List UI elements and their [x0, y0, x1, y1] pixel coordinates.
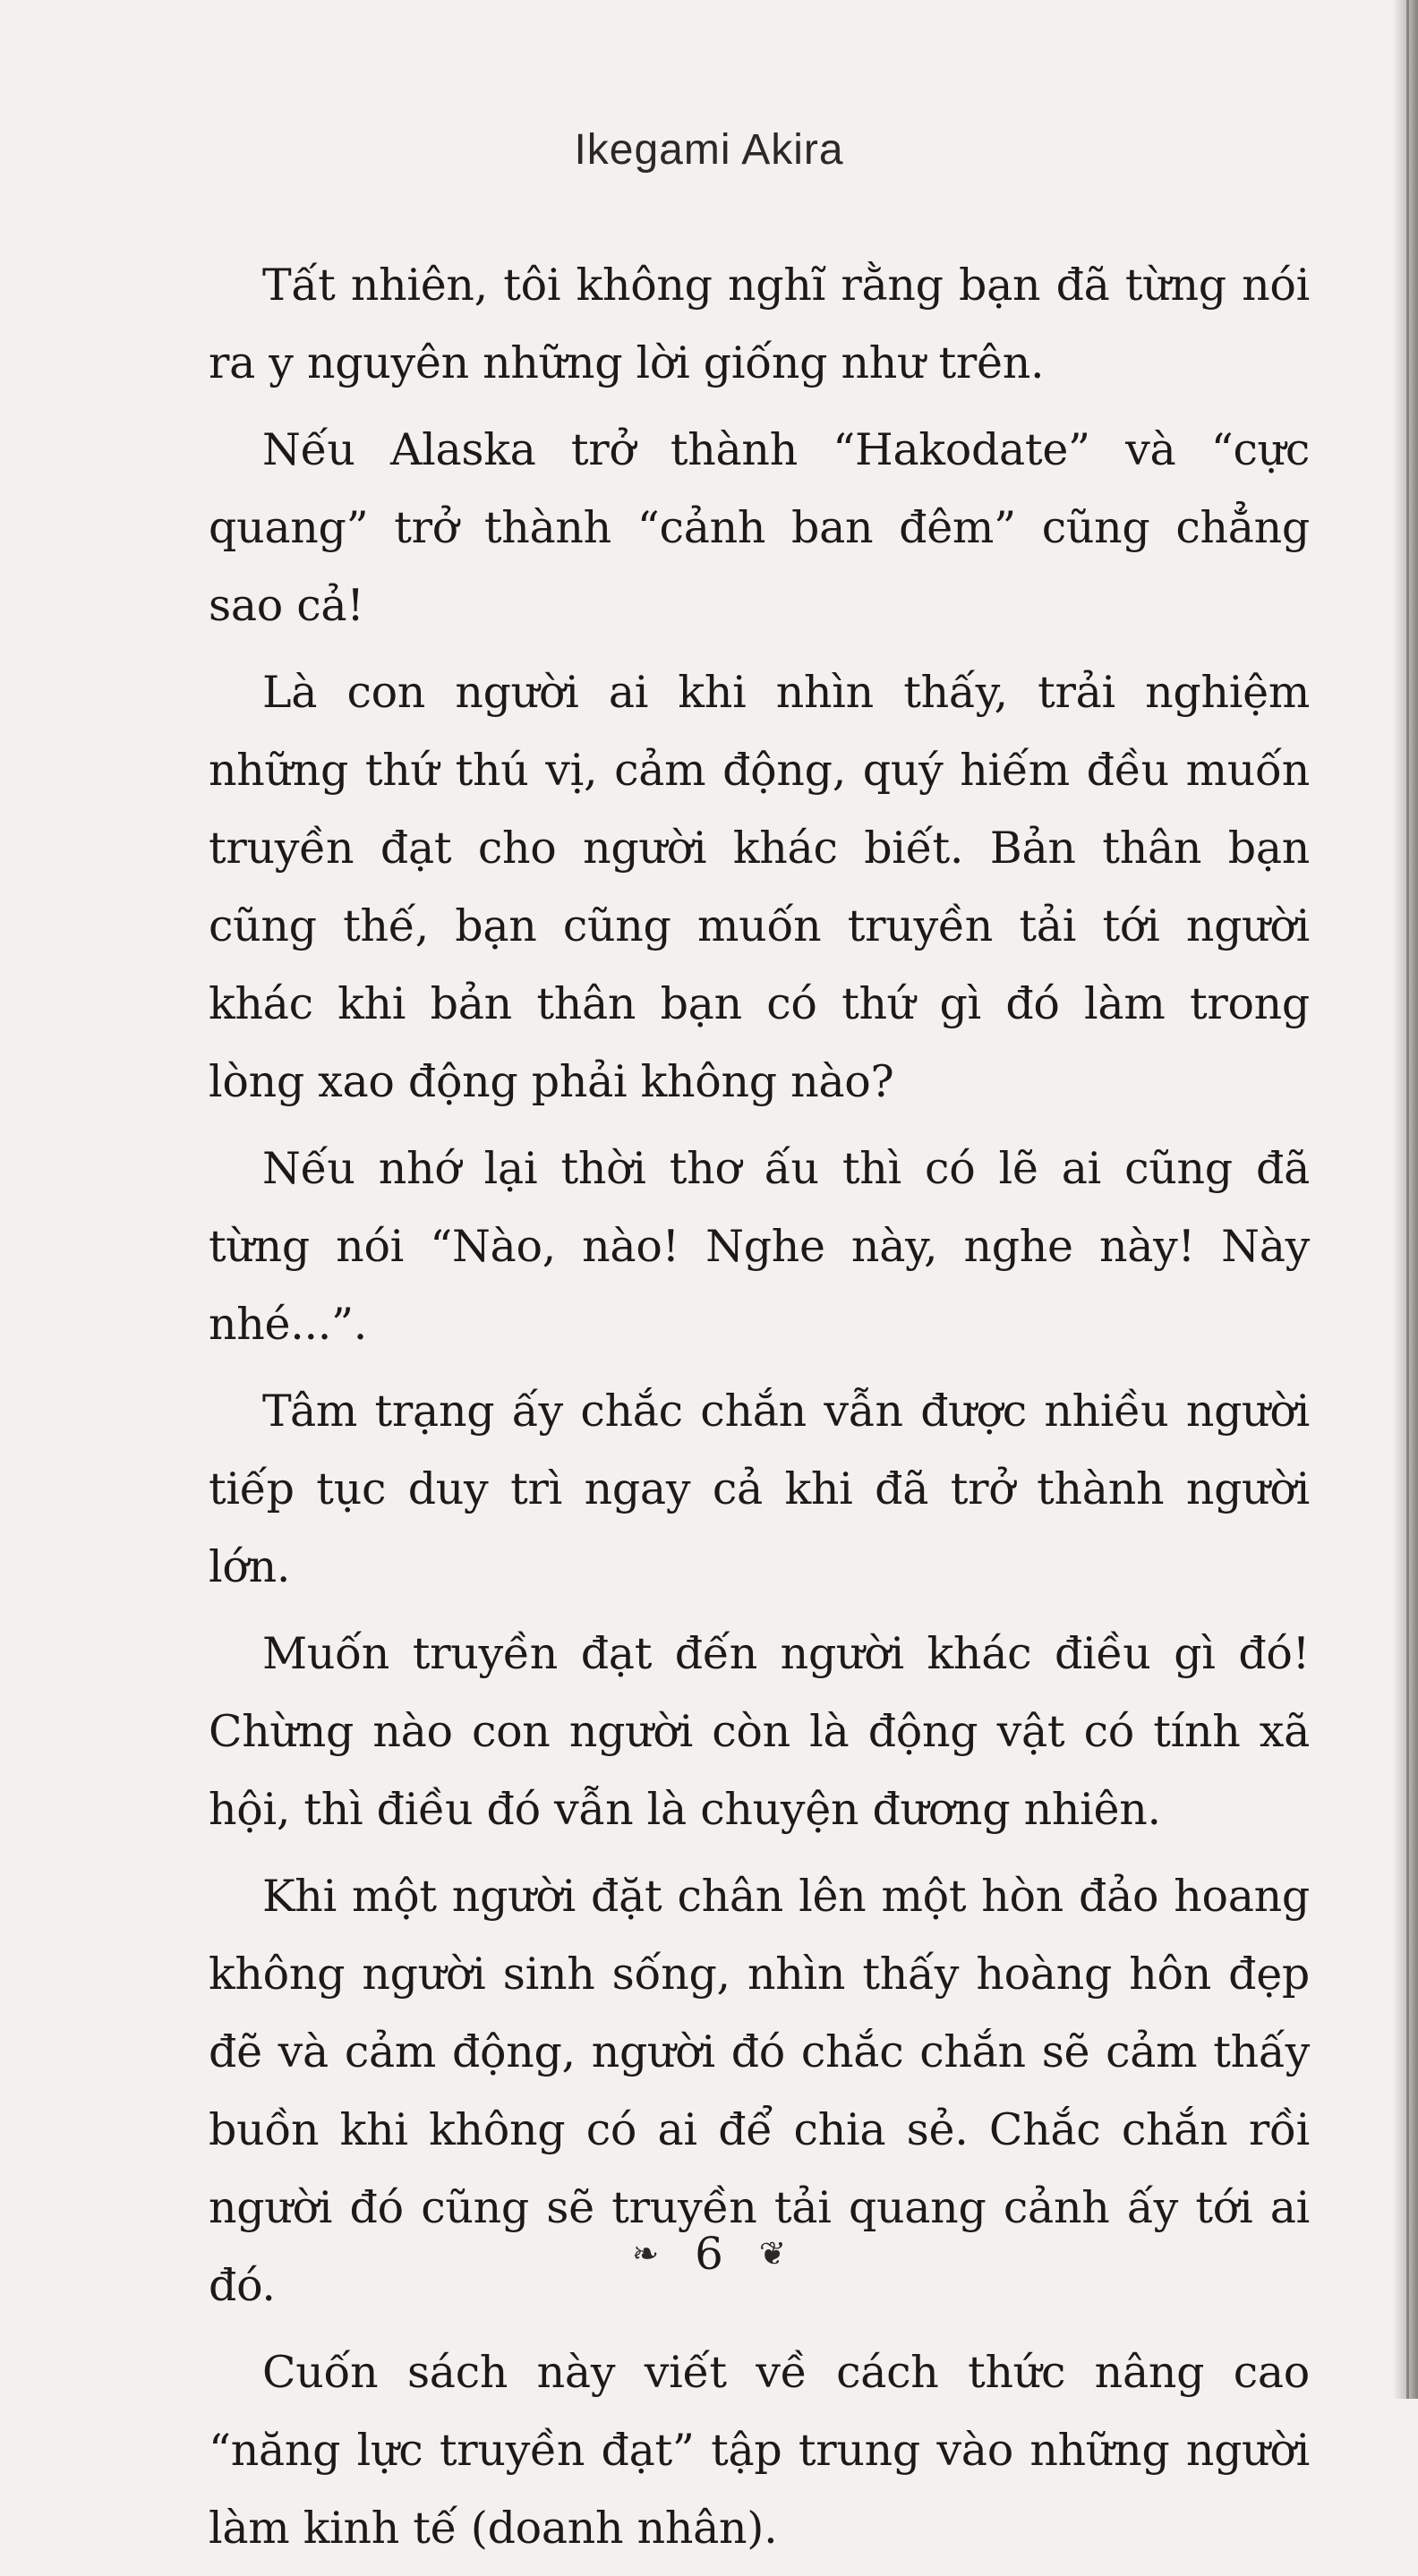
page-edge-shadow — [1393, 0, 1418, 2399]
running-head: Ikegami Akira — [574, 126, 844, 174]
paragraph-5: Tâm trạng ấy chắc chắn vẫn được nhiều người tiếp tục duy trì ngay cả khi đã trở thành người lớn. — [209, 1386, 1310, 1592]
paragraph-2: Nếu Alaska trở thành “Hakodate” và “cực quang” trở thành “cảnh ban đêm” cũng chẳng sao cả! — [209, 424, 1310, 631]
page-edge-line — [1406, 0, 1409, 2399]
paragraph-3: Là con người ai khi nhìn thấy, trải nghiệm những thứ thú vị, cảm động, quý hiếm đều muốn truyền đạt cho người khác biết. Bản thân bạn cũng thế, bạn cũng muốn truyền tải tới người khác khi bản thân bạn có thứ gì đó làm trong lòng xao động phải không nào? — [209, 667, 1310, 1107]
page-number: 6 — [695, 2228, 723, 2280]
page-footer — [0, 2224, 1418, 2280]
ornament-right-icon: ❦ — [758, 2235, 786, 2273]
paragraph-4: Nếu nhớ lại thời thơ ấu thì có lẽ ai cũng đã từng nói “Nào, nào! Nghe này, nghe này! Này nhé...”. — [209, 1143, 1310, 1350]
paragraph-7: Khi một người đặt chân lên một hòn đảo hoang không người sinh sống, nhìn thấy hoàng hôn đẹp đẽ và cảm động, người đó chắc chắn sẽ cảm thấy buồn khi không có ai để chia sẻ. Chắc chắn rồi người đó cũng sẽ truyền tải quang cảnh ấy tới ai đó. — [209, 1871, 1310, 2311]
paragraph-8: Cuốn sách này viết về cách thức nâng cao “năng lực truyền đạt” tập trung vào những người làm kinh tế (doanh nhân). — [209, 2347, 1310, 2554]
paragraph-6: Muốn truyền đạt đến người khác điều gì đó! Chừng nào con người còn là động vật có tính xã hội, thì điều đó vẫn là chuyện đương nhiên. — [209, 1628, 1310, 1835]
ornament-left-icon: ❧ — [632, 2235, 660, 2273]
paragraph-1: Tất nhiên, tôi không nghĩ rằng bạn đã từng nói ra y nguyên những lời giống như trên. — [209, 260, 1310, 388]
